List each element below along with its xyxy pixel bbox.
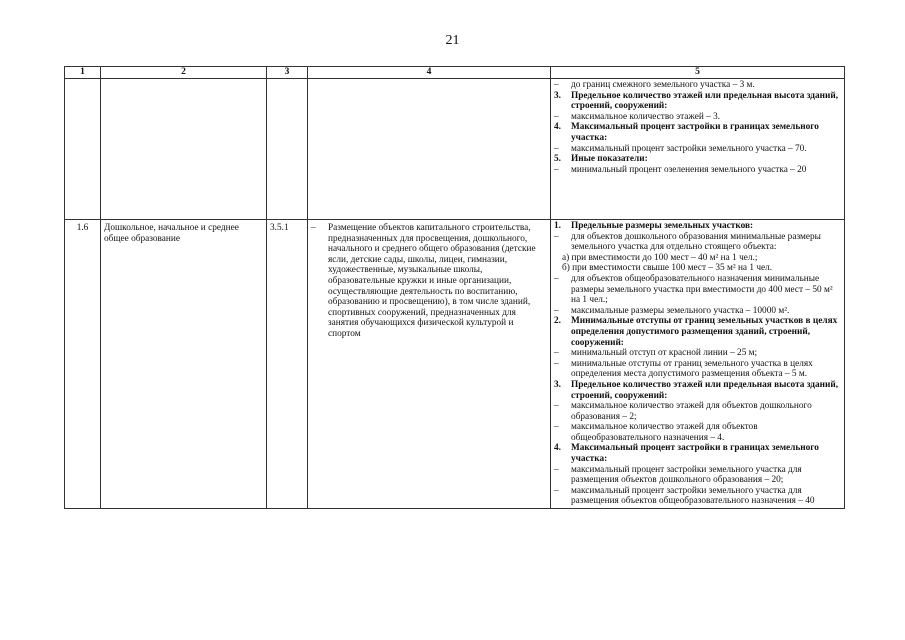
list-item-text: до границ смежного земельного участка – 3 м. [571, 80, 755, 90]
list-marker: – [554, 143, 559, 154]
list-item-text: максимальный процент застройки земельного участка для размещения объектов дошкольного образования – 20; [571, 464, 802, 486]
list-marker: – [554, 348, 559, 359]
list-item [554, 348, 841, 359]
header-col-1: 1 [65, 67, 101, 79]
list-item-text: Предельное количество этажей или предельная высота зданий, строений, сооружений: [571, 90, 839, 112]
list-item-text: Максимальный процент застройки в границах земельного участка: [571, 122, 819, 143]
list-item-text: для объектов дошкольного образования минимальные размеры земельного участка для отдельно стоящего объекта: [571, 231, 821, 253]
list-item-text: б) при вместимости свыше 100 мест – 35 м² на 1 чел. [562, 263, 773, 274]
table-row-continued [65, 79, 845, 220]
list-item-text: максимальное количество этажей – 3. [571, 111, 721, 122]
list-item [554, 232, 841, 253]
list-item-text: максимальный процент застройки земельного участка – 70. [571, 143, 807, 154]
dash-marker: – [311, 223, 316, 233]
list-item-text: максимальное количество этажей для объектов общеобразовательного назначения – 4. [571, 422, 758, 443]
list-marker: – [554, 164, 559, 175]
cell-empty [101, 79, 267, 220]
header-col-3: 3 [267, 67, 308, 79]
list-item [554, 316, 841, 348]
list-item-text: Иные показатели: [571, 154, 648, 165]
use-type-code: 3.5.1 [267, 220, 308, 509]
list-item-text: минимальный процент озеленения земельного участка – 20 [571, 164, 807, 175]
list-item [554, 380, 841, 401]
header-col-2: 2 [101, 67, 267, 79]
list-item [554, 253, 841, 264]
list-marker: 1. [554, 221, 561, 231]
list-item-text: Предельное количество этажей или предельная высота зданий, строений, сооружений: [571, 379, 839, 401]
list-marker: 5. [554, 154, 561, 165]
cell-empty [65, 79, 101, 220]
use-description-cell [308, 220, 551, 509]
list-marker: – [554, 231, 559, 242]
use-type-name: Дошкольное, начальное и среднее общее образование [101, 220, 267, 509]
list-item [554, 486, 841, 507]
list-item [311, 223, 547, 340]
list-marker: – [554, 305, 559, 316]
params-cell-1-6 [551, 220, 845, 509]
list-item-text: Предельные размеры земельных участков: [571, 221, 754, 231]
list-item [554, 401, 841, 422]
params-cell-continued [551, 79, 845, 220]
list-item-text: для объектов общеобразовательного назначения минимальные размеры земельного участка при вместимости до 400 мест – 50 м² на 1 чел.; [571, 273, 833, 306]
header-col-5: 5 [551, 67, 845, 79]
header-row [65, 67, 845, 79]
zoning-table [64, 66, 845, 509]
use-description: Размещение объектов капитального строительства, предназначенных для просвещения, дошкольного, начального и среднего общего образования (детские ясли, детские сады, школы, лицеи, гимназии, художественные, музыкальные школы, образовательные кружки и иные организации, осуществляющие деятельность по воспитанию, образованию и просвещению), в том числе зданий, спортивных сооружений, предназначенных для занятия обучающихся физической культурой и спортом [328, 223, 536, 339]
list-marker: – [554, 464, 559, 475]
list-item-text: максимальные размеры земельного участка – 10000 м². [571, 305, 790, 316]
list-item [554, 122, 841, 143]
list-item [554, 359, 841, 380]
list-item [554, 154, 841, 165]
list-item-text: максимальный процент застройки земельного участка для размещения объектов общеобразовательного назначения – 40 [571, 485, 815, 507]
list-item [554, 80, 841, 91]
list-item [554, 443, 841, 464]
list-marker: – [554, 401, 559, 412]
list-item-text: Максимальный процент застройки в границах земельного участка: [571, 443, 819, 465]
list-item-text: минимальные отступы от границ земельного участка в целях определения места допустимого размещения объекта – 5 м. [571, 358, 813, 380]
list-marker: 2. [554, 316, 561, 327]
list-marker: – [554, 111, 559, 122]
list-item [554, 274, 841, 306]
list-item [554, 465, 841, 486]
row-number: 1.6 [65, 220, 101, 509]
list-marker: 4. [554, 122, 561, 133]
list-item [554, 422, 841, 443]
cell-empty [267, 79, 308, 220]
list-marker: – [554, 358, 559, 369]
table-row-1-6 [65, 220, 845, 509]
list-item-text: максимальное количество этажей для объектов дошкольного образования – 2; [571, 401, 812, 422]
list-marker: – [554, 273, 559, 284]
cell-empty [308, 79, 551, 220]
list-marker: – [554, 422, 559, 433]
list-marker: – [554, 485, 559, 496]
list-item-text: Минимальные отступы от границ земельных участков в целях определения допустимого размещения зданий, строений, сооружений: [571, 316, 838, 348]
list-item [554, 112, 841, 123]
list-marker: 4. [554, 443, 561, 454]
page-number: 21 [445, 33, 460, 48]
list-marker: 3. [554, 90, 561, 101]
list-marker: 3. [554, 379, 561, 390]
list-item [554, 144, 841, 155]
list-item [554, 306, 841, 317]
list-item [554, 165, 841, 176]
list-item [554, 263, 841, 274]
list-item [554, 91, 841, 112]
list-marker: – [554, 80, 559, 90]
list-item-text: а) при вместимости до 100 мест – 40 м² на 1 чел.; [562, 252, 758, 263]
list-item [554, 221, 841, 232]
header-col-4: 4 [308, 67, 551, 79]
list-item-text: минимальный отступ от красной линии – 25 м; [571, 348, 758, 359]
